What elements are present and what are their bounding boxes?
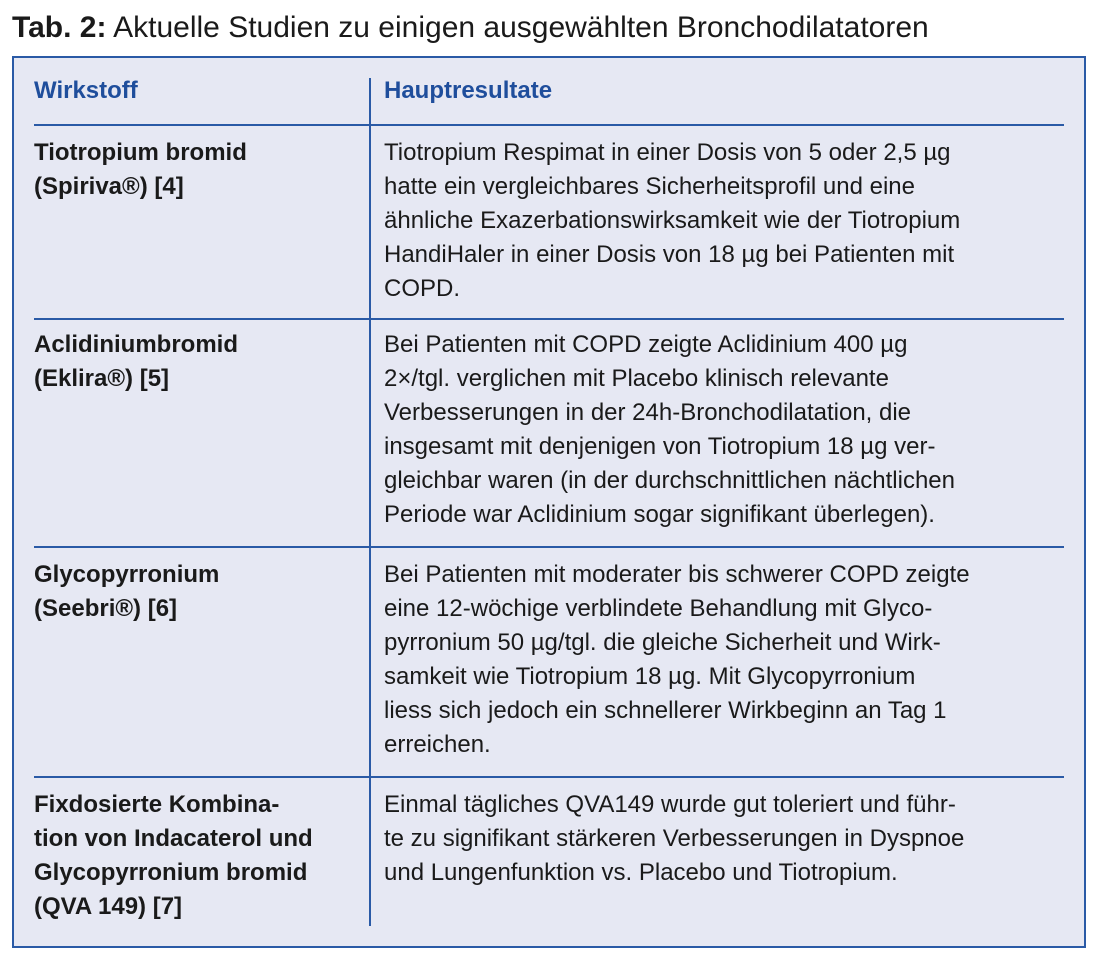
table-row-4-resultat [384, 788, 1074, 890]
row-result-line: hatte ein vergleichbares Sicherheitsprofil und eine [384, 173, 915, 200]
row-result-line: Einmal tägliches QVA149 wurde gut toleriert und führ- [384, 791, 956, 818]
header-rule [34, 124, 1064, 126]
table-row-1-resultat [384, 136, 1074, 306]
row-result-line: 2×/tgl. verglichen mit Placebo klinisch relevante [384, 365, 889, 392]
row-result-line: insgesamt mit denjenigen von Tiotropium 18 µg ver- [384, 433, 936, 460]
row-result-line: ähnliche Exazerbationswirksamkeit wie der Tiotropium [384, 207, 961, 234]
row-result-line: COPD. [384, 275, 461, 302]
row-rule [34, 546, 1064, 548]
table-row-1-wirkstoff [34, 136, 364, 204]
row-result-line: Verbesserungen in der 24h-Bronchodilatation, die [384, 399, 912, 426]
table-row-3-resultat [384, 558, 1074, 762]
row-result-line: liess sich jedoch ein schnellerer Wirkbeginn an Tag 1 [384, 697, 947, 724]
row-name-line: (Seebri®) [6] [34, 595, 178, 622]
row-name-line: (QVA 149) [7] [34, 893, 183, 920]
caption-title: Aktuelle Studien zu einigen ausgewählten Bronchodilatatoren [113, 11, 929, 44]
row-result-line: pyrronium 50 µg/tgl. die gleiche Sicherheit und Wirk- [384, 629, 941, 656]
row-result-line: eine 12-wöchige verblindete Behandlung mit Glyco- [384, 595, 933, 622]
row-name-line: Glycopyrronium [34, 561, 220, 588]
row-rule [34, 318, 1064, 320]
row-result-line: te zu signifikant stärkeren Verbesserungen in Dyspnoe [384, 825, 965, 852]
row-rule [34, 776, 1064, 778]
row-result-line: samkeit wie Tiotropium 18 µg. Mit Glycopyrronium [384, 663, 916, 690]
row-result-line: Periode war Aclidinium sogar signifikant überlegen). [384, 501, 935, 528]
row-result-line: gleichbar waren (in der durchschnittlichen nächtlichen [384, 467, 955, 494]
studies-table [12, 56, 1086, 948]
row-name-line: (Spiriva®) [4] [34, 173, 184, 200]
row-result-line: Bei Patienten mit COPD zeigte Aclidinium 400 µg [384, 331, 908, 358]
row-result-line: erreichen. [384, 731, 491, 758]
row-result-line: und Lungenfunktion vs. Placebo und Tiotropium. [384, 859, 898, 886]
caption-label: Tab. 2: [12, 11, 107, 44]
table-row-2-wirkstoff [34, 328, 364, 396]
row-result-line: Tiotropium Respimat in einer Dosis von 5 oder 2,5 µg [384, 139, 951, 166]
table-row-3-wirkstoff [34, 558, 364, 626]
row-result-line: HandiHaler in einer Dosis von 18 µg bei Patienten mit [384, 241, 955, 268]
row-name-line: tion von Indacaterol und [34, 825, 313, 852]
row-name-line: Fixdosierte Kombina- [34, 791, 280, 818]
row-name-line: Glycopyrronium bromid [34, 859, 308, 886]
row-name-line: Tiotropium bromid [34, 139, 247, 166]
table-row-4-wirkstoff [34, 788, 364, 924]
header-hauptresultate: Hauptresultate [384, 77, 553, 104]
table-row-2-resultat [384, 328, 1074, 532]
table-caption [12, 8, 929, 48]
row-result-line: Bei Patienten mit moderater bis schwerer COPD zeigte [384, 561, 970, 588]
column-divider [369, 78, 371, 926]
row-name-line: Aclidiniumbromid [34, 331, 238, 358]
header-wirkstoff: Wirkstoff [34, 77, 138, 104]
row-name-line: (Eklira®) [5] [34, 365, 170, 392]
